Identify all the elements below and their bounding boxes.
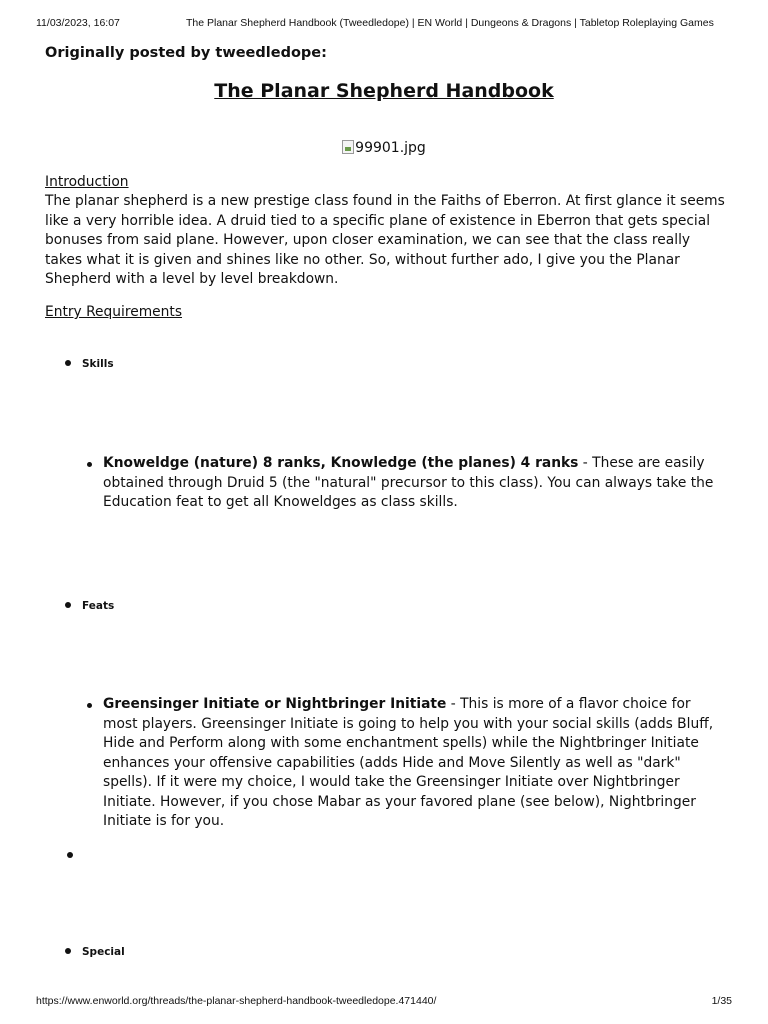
skills-description: - These are easily obtained through Druid 5 (the "natural" precursor to this class). You can always take the Education feat to get all Knoweldges as class skills. [103,455,714,510]
document-title: The Planar Shepherd Handbook [214,80,554,102]
posted-by: Originally posted by tweedledope: [45,45,327,61]
print-footer [36,995,732,1009]
image-alt-text: 99901.jpg [355,140,426,156]
special-label: Special [82,946,125,958]
list-item-feats [65,599,114,613]
feats-description: - This is more of a flavor choice for most players. Greensinger Initiate is going to help you with your social skills (adds Bluff, Hide and Perform along with some enchantment spells) while the Nightbringer Initiate enhances your offensive capabilities (adds Hide and Move Silently as well as "dark" spells). If it were my choice, I would take the Greensinger Initiate over Nightbringer Initiate. However, if you chose Mabar as your favored plane (see below), Nightbringer Initiate is for you. [103,696,714,829]
print-page-title: The Planar Shepherd Handbook (Tweedledope) | EN World | Dungeons & Dragons | Tabletop Roleplaying Games [186,17,714,29]
list-item-skills [65,357,114,371]
bullet-icon [87,703,92,708]
skills-requirement: Knoweldge (nature) 8 ranks, Knowledge (the planes) 4 ranks [103,455,579,471]
page-number: 1/35 [711,995,732,1007]
list-item-special [65,945,125,959]
empty-bullet-icon [67,852,73,858]
page-url[interactable]: https://www.enworld.org/threads/the-planar-shepherd-handbook-tweedledope.471440/ [36,995,437,1007]
list-item-skills-detail [87,454,727,513]
entry-requirements-heading: Entry Requirements [45,304,183,320]
feats-label: Feats [82,600,115,612]
broken-image-icon [342,140,354,154]
list-item-feats-detail [87,695,727,832]
intro-heading: Introduction [45,174,129,190]
feats-requirement: Greensinger Initiate or Nightbringer Initiate [103,696,447,712]
broken-image[interactable] [0,139,768,159]
bullet-icon [65,602,71,608]
bullet-icon [87,462,92,467]
print-date: 11/03/2023, 16:07 [36,17,120,29]
bullet-icon [65,360,71,366]
skills-label: Skills [82,358,114,370]
intro-paragraph: The planar shepherd is a new prestige class found in the Faiths of Eberron. At first glance it seems like a very horrible idea. A druid tied to a specific plane of existence in Eberron that gets special bonuses from said plane. However, upon closer examination, we can see that the class really takes what it is given and shines like no other. So, without further ado, I give you the Planar Shepherd with a level by level breakdown. [45,193,725,287]
bullet-icon [65,948,71,954]
